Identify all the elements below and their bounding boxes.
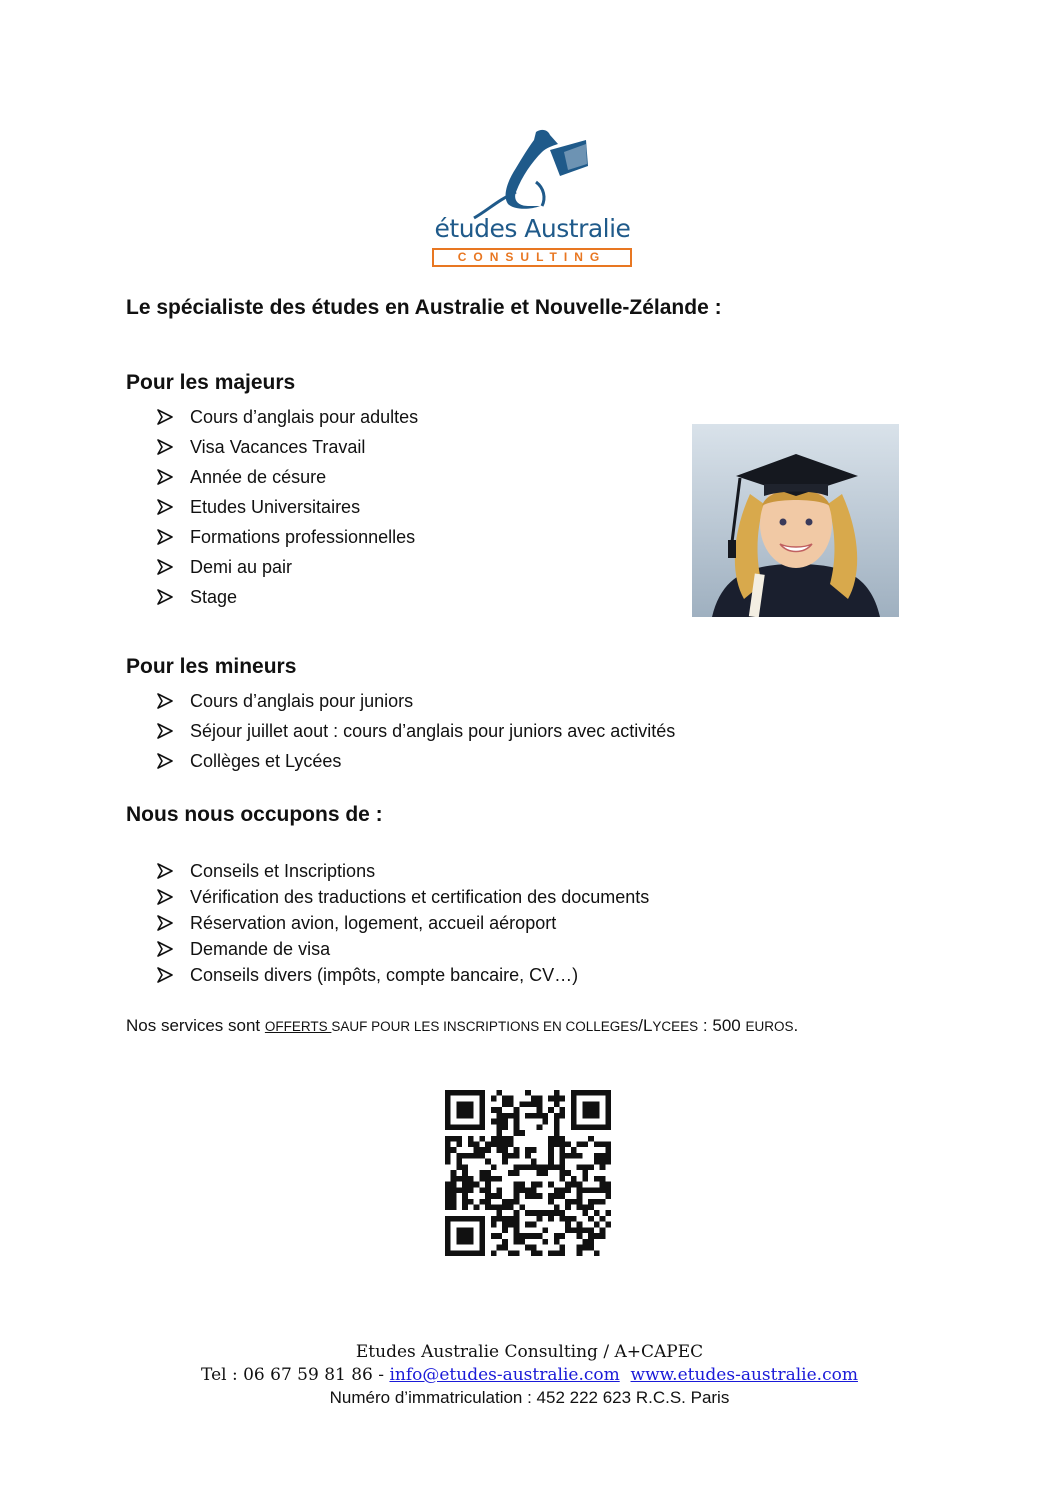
list-item-label: Vérification des traductions et certification des documents <box>190 887 650 907</box>
arrow-bullet-icon <box>157 889 173 905</box>
list-item <box>157 686 675 716</box>
section-title-majeurs: Pour les majeurs <box>126 371 296 394</box>
services-prefix: Nos services sont <box>126 1016 265 1035</box>
list-item-label: Séjour juillet aout : cours d’anglais pour juniors avec activités <box>190 721 676 741</box>
arrow-bullet-icon <box>157 529 173 545</box>
services-dot: . <box>793 1016 799 1035</box>
list-item-label: Année de césure <box>190 467 327 487</box>
section-title-occupons: Nous nous occupons de : <box>126 803 383 826</box>
occupons-list <box>157 858 649 988</box>
services-price: : 500 <box>698 1016 746 1035</box>
headline: Le spécialiste des études en Australie et Nouvelle-Zélande : <box>126 296 722 319</box>
list-item <box>157 962 649 988</box>
qr-code[interactable] <box>445 1090 611 1256</box>
list-item-label: Demande de visa <box>190 939 331 959</box>
footer-contact <box>0 1365 1059 1385</box>
logo-tagline: CONSULTING <box>432 248 632 267</box>
arrow-bullet-icon <box>157 967 173 983</box>
services-lycees: YCEES <box>652 1019 699 1034</box>
arrow-bullet-icon <box>157 753 173 769</box>
list-item-label: Demi au pair <box>190 557 293 577</box>
list-item <box>157 858 649 884</box>
arrow-bullet-icon <box>157 499 173 515</box>
graduate-photo <box>692 424 899 617</box>
services-note <box>126 1016 798 1036</box>
mineurs-list <box>157 686 675 776</box>
list-item <box>157 492 418 522</box>
arrow-bullet-icon <box>157 723 173 739</box>
list-item <box>157 884 649 910</box>
services-sauf: SAUF POUR LES INSCRIPTIONS EN COLLEGES <box>331 1019 639 1034</box>
list-item <box>157 582 418 612</box>
services-slash: /L <box>638 1016 653 1035</box>
list-item-label: Réservation avion, logement, accueil aéroport <box>190 913 557 933</box>
list-item <box>157 936 649 962</box>
services-offerts: OFFERTS <box>264 1019 332 1034</box>
list-item-label: Stage <box>190 587 238 607</box>
arrow-bullet-icon <box>157 559 173 575</box>
services-euros: EUROS <box>745 1019 794 1034</box>
arrow-bullet-icon <box>157 469 173 485</box>
list-item <box>157 910 649 936</box>
footer-registration: Numéro d’immatriculation : 452 222 623 R.C.S. Paris <box>329 1388 730 1407</box>
list-item-label: Visa Vacances Travail <box>190 437 366 457</box>
logo-name: études Australie <box>434 214 631 243</box>
footer-company: Etudes Australie Consulting / A+CAPEC <box>355 1342 704 1362</box>
company-logo <box>418 126 640 271</box>
website-link[interactable]: www.etudes-australie.com <box>630 1365 858 1385</box>
list-item <box>157 402 418 432</box>
arrow-bullet-icon <box>157 941 173 957</box>
list-item-label: Collèges et Lycées <box>190 751 342 771</box>
list-item <box>157 462 418 492</box>
list-item-label: Conseils et Inscriptions <box>190 861 376 881</box>
kangaroo-book-icon <box>418 126 640 221</box>
majeurs-list <box>157 402 418 612</box>
list-item-label: Conseils divers (impôts, compte bancaire, CV…) <box>190 965 579 985</box>
footer-tel: Tel : 06 67 59 81 86 - <box>201 1365 390 1385</box>
arrow-bullet-icon <box>157 693 173 709</box>
section-title-mineurs: Pour les mineurs <box>126 655 297 678</box>
list-item-label: Etudes Universitaires <box>190 497 361 517</box>
list-item <box>157 432 418 462</box>
arrow-bullet-icon <box>157 589 173 605</box>
arrow-bullet-icon <box>157 863 173 879</box>
list-item-label: Cours d’anglais pour adultes <box>190 407 419 427</box>
list-item-label: Cours d’anglais pour juniors <box>190 691 414 711</box>
list-item <box>157 746 675 776</box>
arrow-bullet-icon <box>157 439 173 455</box>
arrow-bullet-icon <box>157 915 173 931</box>
list-item-label: Formations professionnelles <box>190 527 416 547</box>
list-item <box>157 522 418 552</box>
list-item <box>157 552 418 582</box>
email-link[interactable]: info@etudes-australie.com <box>389 1365 620 1385</box>
arrow-bullet-icon <box>157 409 173 425</box>
list-item <box>157 716 675 746</box>
